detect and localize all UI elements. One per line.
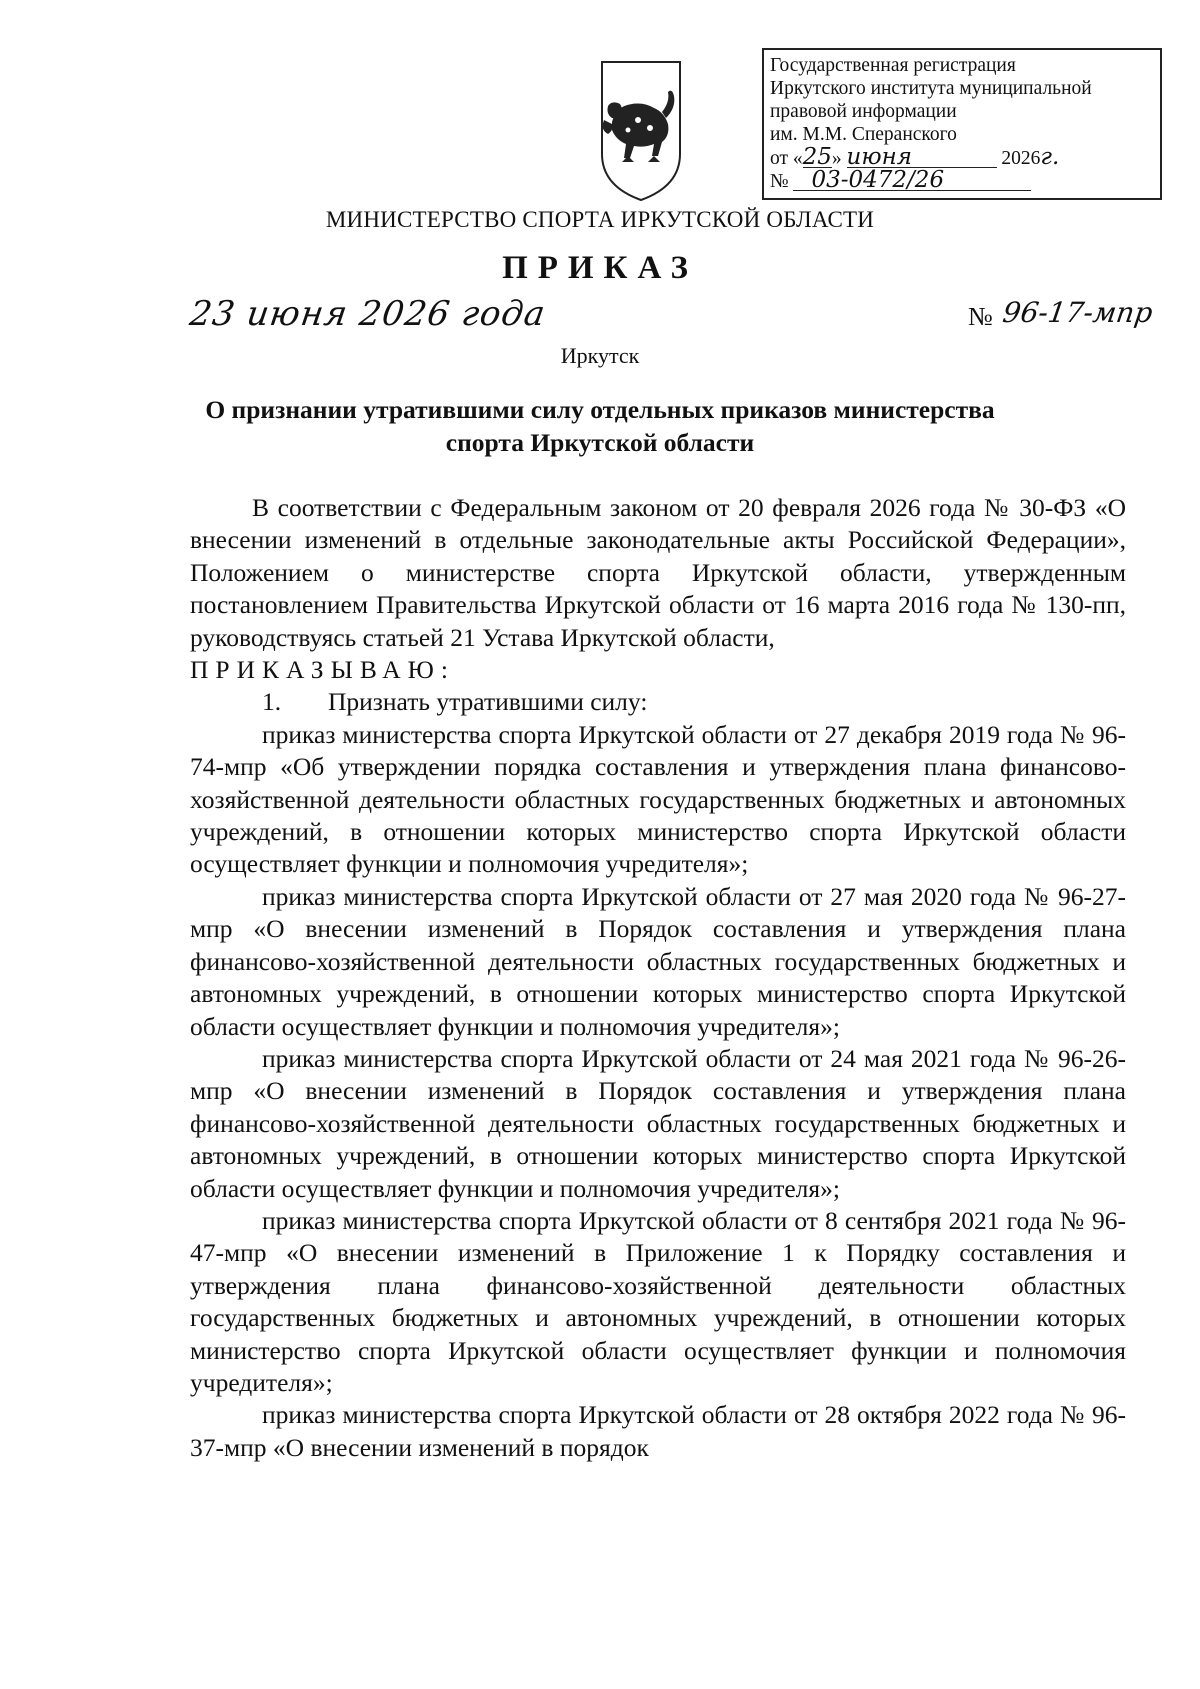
ministry-name: МИНИСТЕРСТВО СПОРТА ИРКУТСКОЙ ОБЛАСТИ xyxy=(325,207,875,232)
preamble-paragraph: В соответствии с Федеральным законом от 20 февраля 2026 года № 30-ФЗ «О внесении изменений в отдельные законодательные акты Российской Федерации», Положением о министерстве спорта Иркутской области, утвержденным постановлением Правительства Иркутской области от 16 марта 2016 года № 130-пп, руководствуясь статьей 21 Устава Иркутской области, xyxy=(190,493,1126,652)
revoked-order-paragraph: приказ министерства спорта Иркутской области от 27 мая 2020 года № 96-27-мпр «О внесении изменений в Порядок составления и утверждения плана финансово-хозяйственной деятельности областных государственных бюджетных и автономных учреждений, в отношении которых министерство спорта Иркутской области осуществляет функции и полномочия учредителя»; xyxy=(190,881,1126,1041)
handwritten-date: 23 июня 2026 года xyxy=(187,294,549,334)
stamp-number-label: № xyxy=(770,171,789,192)
stamp-line: им. М.М. Сперанского xyxy=(770,124,957,145)
stamp-line: Государственная регистрация xyxy=(770,55,1016,76)
stamp-number-line xyxy=(770,167,1160,193)
stamp-date-month: июня xyxy=(847,147,997,168)
revoked-order-paragraph: приказ министерства спорта Иркутской области от 24 мая 2021 года № 96-26-мпр «О внесении изменений в Порядок составления и утверждения плана финансово-хозяйственной деятельности областных государственных бюджетных и автономных учреждений, в отношении которых министерство спорта Иркутской области осуществляет функции и полномочия учредителя»; xyxy=(190,1043,1126,1203)
revoked-order-paragraph: приказ министерства спорта Иркутской области от 8 сентября 2021 года № 96-47-мпр «О внесении изменений в Приложение 1 к Порядку составления и утверждения плана финансово-хозяйственной деятельности областных государственных бюджетных и автономных учреждений, в отношении которых министерство спорта Иркутской области осуществляет функции и полномочия учредителя»; xyxy=(190,1205,1126,1397)
stamp-date-suffix: г. xyxy=(1040,144,1060,170)
city-name: Иркутск xyxy=(560,343,640,368)
stamp-number-value: 03-0472/26 xyxy=(793,170,1031,191)
item-text: Признать утратившими силу: xyxy=(328,687,648,717)
list-item xyxy=(190,686,1126,718)
stamp-line: правовой информации xyxy=(770,101,957,122)
stamp-date-prefix: от « xyxy=(770,148,803,169)
handwritten-order-number: 96-17-мпр xyxy=(1000,296,1155,329)
heading-line: спорта Иркутской области xyxy=(445,428,755,457)
order-number-label: № xyxy=(968,302,993,331)
heading-line: О признании утратившими силу отдельных приказов министерства xyxy=(205,395,995,424)
document-title: ПРИКАЗ xyxy=(502,250,698,286)
item-number: 1. xyxy=(262,687,282,717)
stamp-date-year: 2026 xyxy=(1001,148,1041,169)
stamp-date-mid: » xyxy=(831,148,842,169)
revoked-order-paragraph: приказ министерства спорта Иркутской области от 27 декабря 2019 года № 96-74-мпр «Об утверждении порядка составления и утверждения плана финансово-хозяйственной деятельности областных государственных бюджетных и автономных учреждений, в отношении которых министерство спорта Иркутской области осуществляет функции и полномочия учредителя»; xyxy=(190,719,1126,879)
stamp-line: Иркутского института муниципальной xyxy=(770,78,1092,99)
order-heading xyxy=(0,393,1200,459)
order-word: ПРИКАЗЫВАЮ: xyxy=(190,655,455,685)
document-body xyxy=(190,492,1126,1464)
coat-of-arms-icon xyxy=(598,58,684,204)
registration-stamp xyxy=(762,48,1162,200)
revoked-order-paragraph: приказ министерства спорта Иркутской области от 28 октября 2022 года № 96-37-мпр «О внесении изменений в порядок xyxy=(190,1400,1126,1462)
stamp-date-day: 25 xyxy=(802,144,832,170)
